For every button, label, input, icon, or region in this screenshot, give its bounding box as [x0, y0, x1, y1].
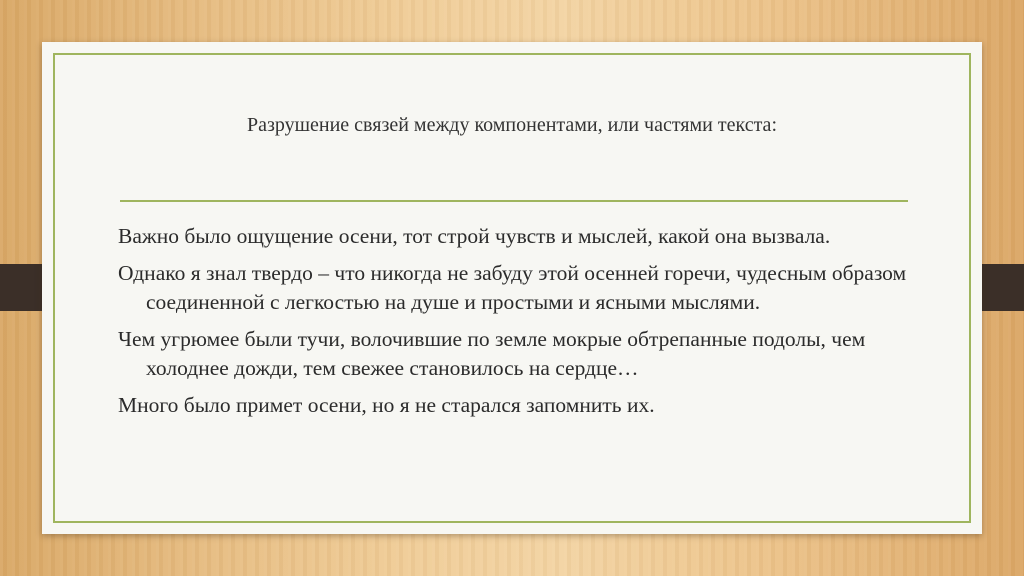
- paragraph-2: Однако я знал твердо – что никогда не забуду этой осенней горечи, чудесным образом соединенной с легкостью на душе и простыми и ясными мыслями.: [118, 261, 907, 314]
- slide-title: Разрушение связей между компонентами, или частями текста:: [246, 114, 777, 136]
- slide-body: [118, 222, 918, 428]
- slide-card: [42, 42, 982, 534]
- title-divider: [120, 200, 908, 202]
- paragraph-4: Много было примет осени, но я не старался запомнить их.: [118, 393, 655, 417]
- paragraph-1: Важно было ощущение осени, тот строй чувств и мыслей, какой она вызвала.: [118, 224, 831, 248]
- paragraph-3: Чем угрюмее были тучи, волочившие по земле мокрые обтрепанные подолы, чем холоднее дожди, тем свежее становилось на сердце…: [118, 327, 866, 380]
